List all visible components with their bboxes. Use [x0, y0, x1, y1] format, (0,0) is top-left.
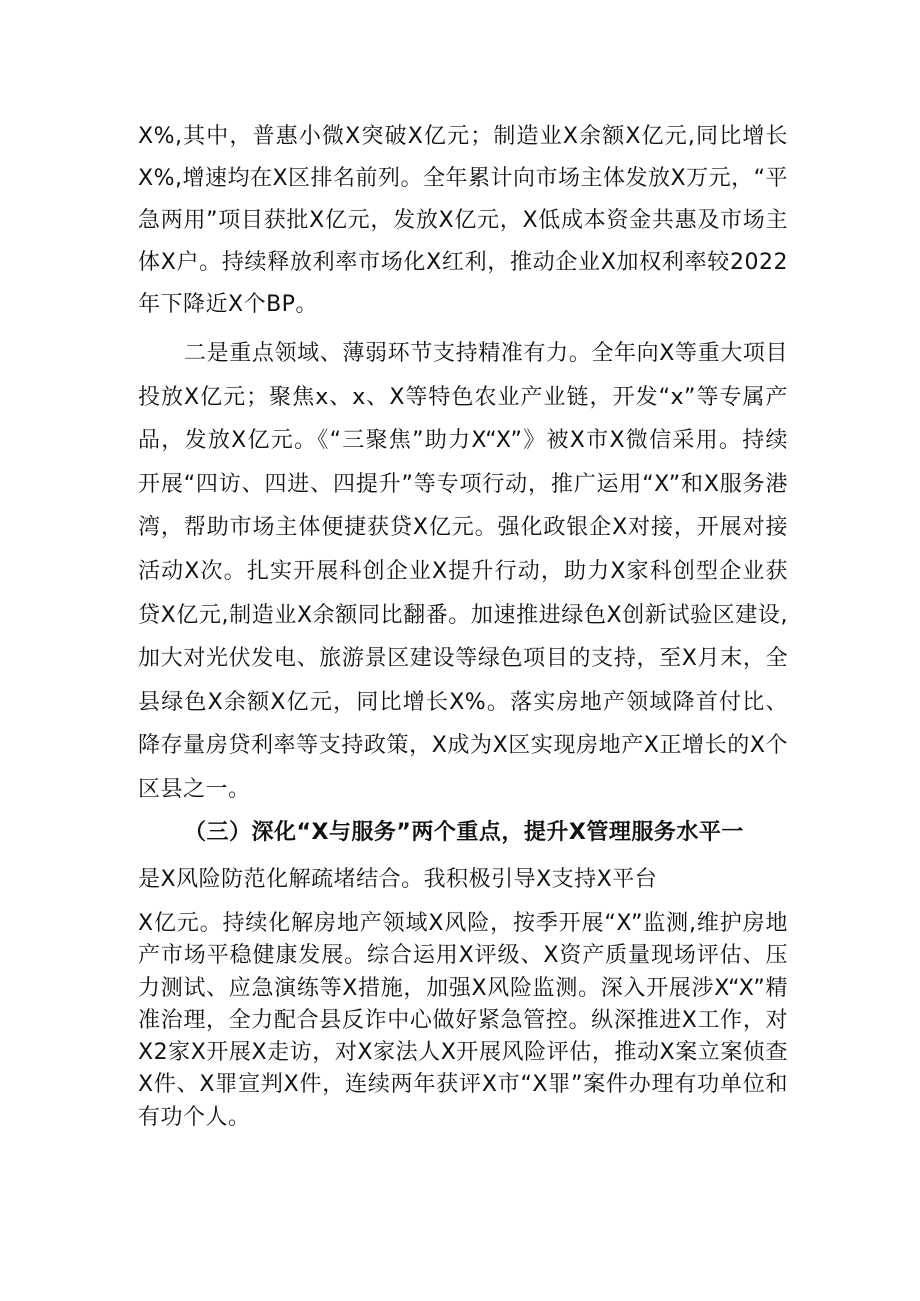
paragraph-key-areas-support: 二是重点领域、薄弱环节支持精准有力。全年向X等重大项目投放X亿元；聚焦x、x、X等特色农业产业链，开发“x”等专属产品，发放X亿元。《“三聚焦”助力X“X”》被X市X微信采用。持续开展“四访、四进、四提升”等专项行动，推广运用“X”和X服务港湾，帮助市场主体便捷获贷X亿元。强化政银企X对接，开展对接活动X次。扎实开展科创企业X提升行动，助力X家科创型企业获贷X亿元,制造业X余额同比翻番。加速推进绿色X创新试验区建设,加大对光伏发电、旅游景区建设等绿色项目的支持，至X月末，全县绿色X余额X亿元，同比增长X%。落实房地产领域降首付比、降存量房贷利率等支持政策，X成为X区实现房地产X正增长的X个区县之一。: [138, 341, 788, 802]
paragraph-loan-growth: X%,其中，普惠小微X突破X亿元；制造业X余额X亿元,同比增长X%,增速均在X区排名前列。全年累计向市场主体发放X万元，“平急两用”项目获批X亿元，发放X亿元，X低成本资金共惠及市场主体X户。持续释放利率市场化X红利，推动企业X加权利率较2022年下降近X个BP。: [138, 124, 789, 317]
section-heading-3: （三）深化“X与服务”两个重点，提升X管理服务水平一: [184, 820, 744, 845]
paragraph-risk-prevention-details: X亿元。持续化解房地产领域X风险，按季开展“X”监测,维护房地产市场平稳健康发展。综合运用X评级、X资产质量现场评估、压力测试、应急演练等X措施，加强X风险监测。深入开展涉X“X”精准治理，全力配合县反诈中心做好紧急管控。纵深推进X工作，对X2家X开展X走访，对X家法人X开展风险评估，推动X案立案侦查X件、X罪宣判X件，连续两年获评X市“X罪”案件办理有功单位和有功个人。: [138, 911, 788, 1130]
paragraph-risk-prevention-intro: 是X风险防范化解疏堵结合。我积极引导X支持X平台: [138, 867, 658, 892]
